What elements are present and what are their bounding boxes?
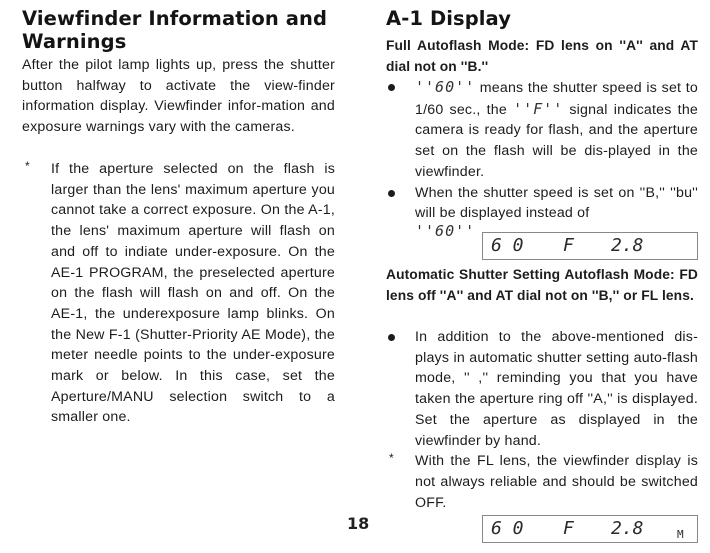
notes-list [22,159,335,428]
flash-ready-readout: F [563,518,574,539]
viewfinder-display [482,515,698,543]
full-autoflash-list [386,77,698,224]
automatic-shutter-list [386,327,698,513]
note-text: If the aperture selected on the flash is larger than the lens' maximum aperture you cannot take a correct exposure. On the A-1, the lens' maximum aperture will flash on and off to indiate under-exposure. On the AE-1 PROGRAM, the preselected aperture on the flash will flash on and off. On the AE-1, the underexposure lamp blinks. On the New F-1 (Shutter-Priority AE Mode), the meter needle points to the under-exposure mark or below. In this case, set the Aperture/MANU selection switch to a smaller one. [51,161,335,426]
segment-display-text: ''F'' [513,99,564,118]
segment-display-text: ''60'' [415,222,476,240]
shutter-speed-readout: 6 0 [491,518,524,539]
subheading-automatic-shutter: Automatic Shutter Setting Autoflash Mode: FD lens off ''A'' and AT dial not on ''B,'' or FL lens. [386,267,698,303]
section-heading: Viewfinder Information and Warnings [22,7,328,53]
list-item [22,159,335,428]
subheading-full-autoflash: Full Autoflash Mode: FD lens on ''A'' and AT dial not on ''B.'' [386,38,698,74]
aperture-readout: 2.8 [611,235,644,256]
list-item [386,77,698,183]
intro-paragraph: After the pilot lamp lights up, press the shutter button halfway to activate the view-finder information display. Viewfinder infor-mation and exposure warnings vary with the cameras. [22,57,335,136]
list-item [386,327,698,451]
page-number: 18 [347,514,370,533]
shutter-speed-readout: 6 0 [491,235,524,256]
flash-ready-readout: F [563,235,574,256]
list-item [386,183,698,224]
item-text: With the FL lens, the viewfinder display is not always reliable and should be switched OFF. [415,453,698,511]
item-text: When the shutter speed is set on ''B,'' ''bu'' will be displayed instead of [415,184,698,222]
asterisk-marker: * [389,451,394,466]
item-text: In addition to the above-mentioned dis-plays in automatic shutter setting auto-flash mode, '' ,'' reminding you that you have taken the aperture ring off ''A,'' is displayed. Set the aperture as displayed in the viewfinder by hand. [415,329,698,449]
item-text: means the shutter speed is set to 1/60 sec., the [415,80,698,118]
list-item [386,451,698,513]
manual-mode-indicator: M [677,528,684,541]
section-heading: A-1 Display [386,7,512,30]
item-text: signal indicates the camera is ready for flash, and the aperture set on the flash will be dis-played in the viewfinder. [415,101,698,180]
asterisk-marker: * [25,159,30,173]
segment-display-text: ''60'' [415,78,476,96]
aperture-readout: 2.8 [611,518,644,539]
viewfinder-display [482,232,698,260]
